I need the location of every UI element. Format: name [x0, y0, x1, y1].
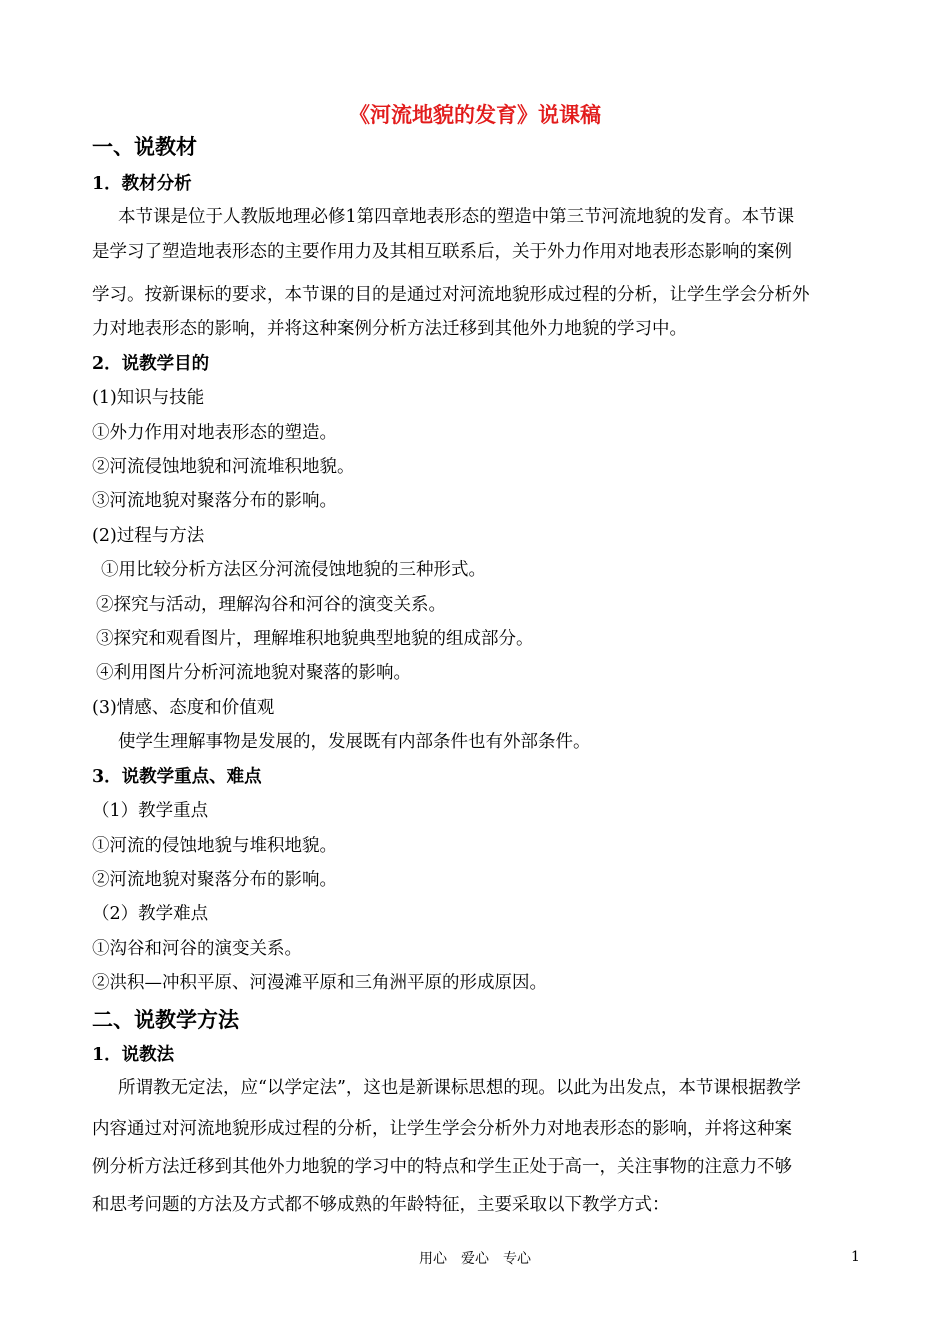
paragraph-line: 例分析方法迁移到其他外力地貌的学习中的特点和学生正处于高一，关注事物的注意力不够: [92, 1157, 792, 1177]
paragraph-line: 所谓教无定法，应“以学定法”，这也是新课标思想的现。以此为出发点，本节课根据教学: [118, 1078, 801, 1098]
subheading-teaching-method: 1．说教法: [92, 1045, 175, 1065]
list-item: ②探究与活动，理解沟谷和河谷的演变关系。: [96, 595, 446, 615]
paragraph-line: 和思考问题的方法及方式都不够成熟的年龄特征，主要采取以下教学方式：: [92, 1195, 670, 1215]
list-item: ①河流的侵蚀地貌与堆积地貌。: [92, 836, 337, 856]
list-item: ②洪积—冲积平原、河漫滩平原和三角洲平原的形成原因。: [92, 973, 547, 993]
document-title: 《河流地貌的发育》说课稿: [349, 102, 601, 127]
list-item: ①用比较分析方法区分河流侵蚀地貌的三种形式。: [101, 560, 486, 580]
page-number: 1: [851, 1249, 860, 1265]
section-heading-textbook: 一、说教材: [92, 134, 197, 159]
list-heading: (1)知识与技能: [92, 388, 205, 408]
paragraph-line: 学习。按新课标的要求，本节课的目的是通过对河流地貌形成过程的分析，让学生学会分析外: [92, 285, 810, 305]
list-item: ②河流地貌对聚落分布的影响。: [92, 870, 337, 890]
list-item: ①外力作用对地表形态的塑造。: [92, 423, 337, 443]
subheading-teaching-goals: 2．说教学目的: [92, 354, 210, 374]
list-heading: (3)情感、态度和价值观: [92, 698, 275, 718]
list-item: ③河流地貌对聚落分布的影响。: [92, 491, 337, 511]
list-heading: (2)过程与方法: [92, 526, 205, 546]
page-footer: 用心 爱心 专心: [419, 1251, 531, 1267]
list-heading: （2）教学难点: [92, 904, 209, 924]
list-item: ④利用图片分析河流地貌对聚落的影响。: [96, 663, 411, 683]
paragraph-line: 力对地表形态的影响，并将这种案例分析方法迁移到其他外力地貌的学习中。: [92, 319, 687, 339]
list-item: ③探究和观看图片，理解堆积地貌典型地貌的组成部分。: [96, 629, 534, 649]
list-item: ①沟谷和河谷的演变关系。: [92, 939, 302, 959]
section-heading-methods: 二、说教学方法: [92, 1007, 239, 1032]
paragraph-line: 内容通过对河流地貌形成过程的分析，让学生学会分析外力对地表形态的影响，并将这种案: [92, 1119, 792, 1139]
subheading-textbook-analysis: 1．教材分析: [92, 174, 192, 194]
list-item: ②河流侵蚀地貌和河流堆积地貌。: [92, 457, 355, 477]
paragraph-line: 使学生理解事物是发展的，发展既有内部条件也有外部条件。: [118, 732, 591, 752]
subheading-key-points: 3．说教学重点、难点: [92, 767, 262, 787]
paragraph-line: 本节课是位于人教版地理必修1第四章地表形态的塑造中第三节河流地貌的发育。本节课: [118, 207, 795, 227]
list-heading: （1）教学重点: [92, 801, 209, 821]
paragraph-line: 是学习了塑造地表形态的主要作用力及其相互联系后，关于外力作用对地表形态影响的案例: [92, 242, 792, 262]
